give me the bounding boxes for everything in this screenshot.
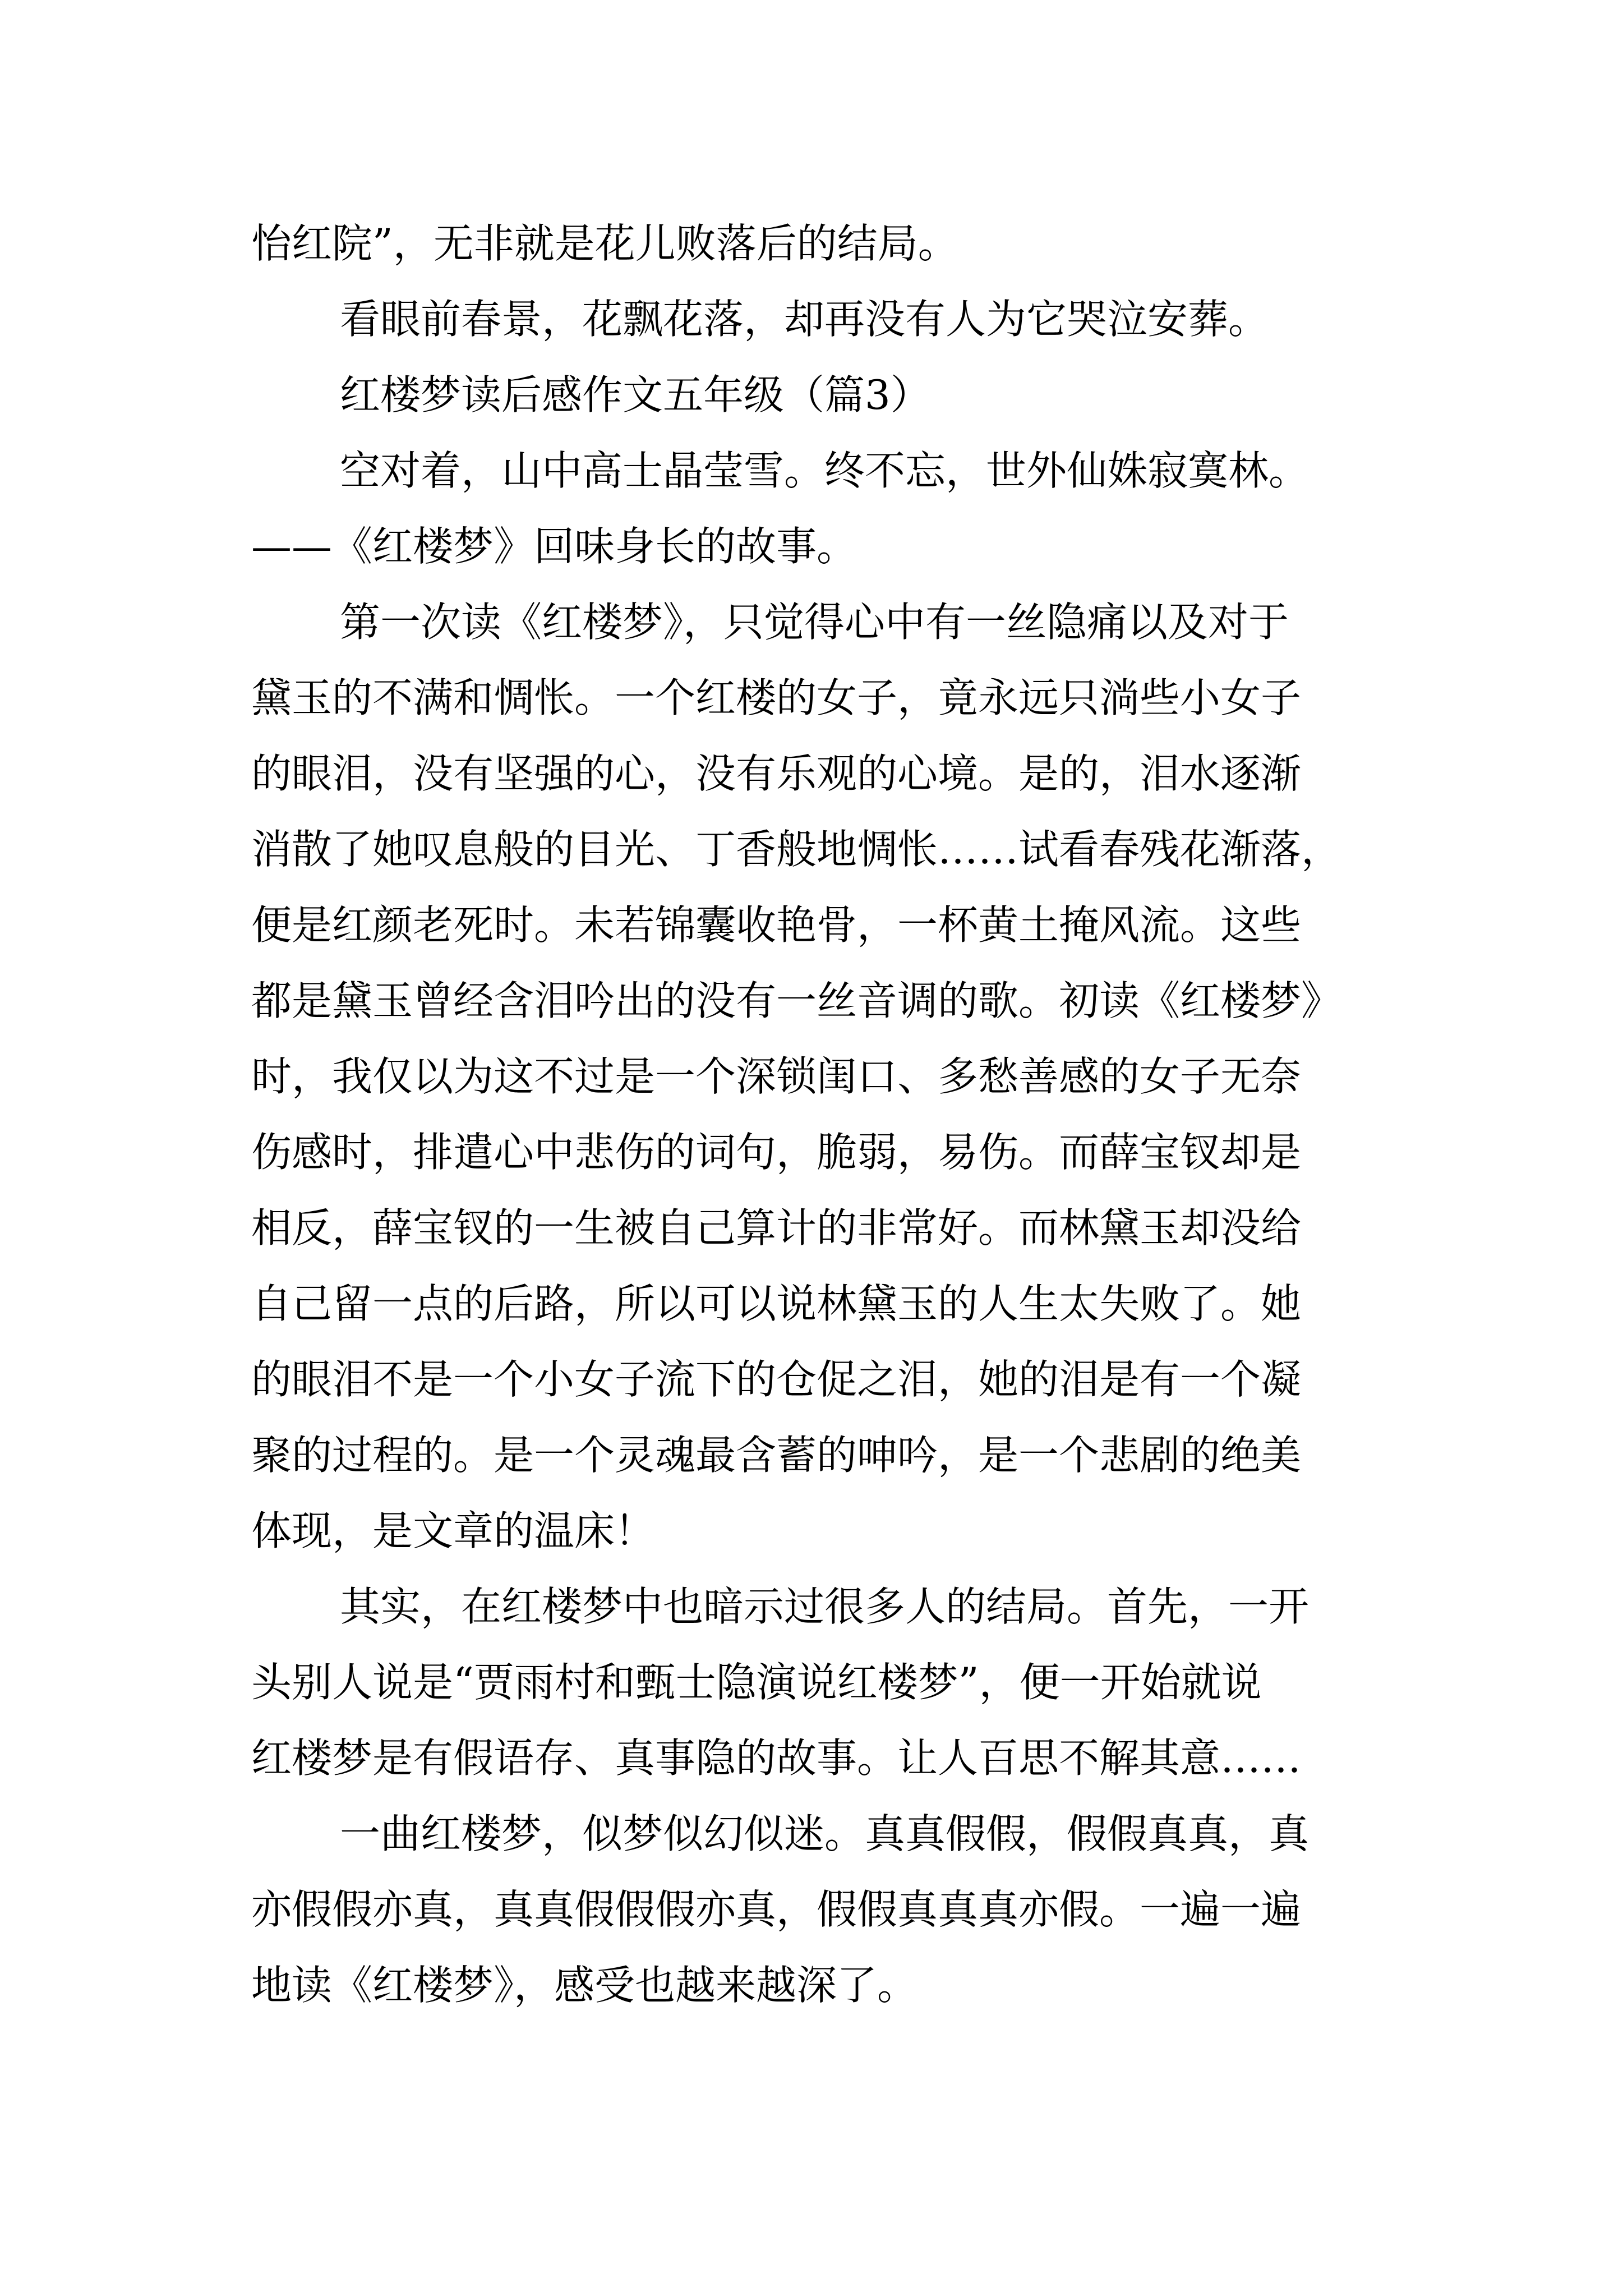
section-heading: 红楼梦读后感作文五年级（篇3） [340,371,931,418]
text-line: 伤感时，排遣心中悲伤的词句，脆弱，易伤。而薛宝钗却是 [251,1129,1302,1176]
text-line: 体现，是文章的温床！ [251,1507,656,1554]
text-line: 黛玉的不满和惆怅。一个红楼的女子，竟永远只淌些小女子 [251,674,1302,721]
text-line: 红楼梦是有假语存、真事隐的故事。让人百思不解其意…… [251,1734,1302,1782]
text-line: 相反，薛宝钗的一生被自己算计的非常好。而林黛玉却没给 [251,1204,1302,1251]
text-line: 亦假假亦真，真真假假假亦真，假假真真真亦假。一遍一遍 [251,1886,1302,1933]
text-line: 怡红院”，无非就是花儿败落后的结局。 [251,220,958,267]
text-line: 的眼泪不是一个小女子流下的仓促之泪，她的泪是有一个凝 [251,1356,1302,1403]
text-line: 头别人说是“贾雨村和甄士隐演说红楼梦”，便一开始就说 [251,1659,1262,1706]
text-line: 消散了她叹息般的目光、丁香般地惆怅……试看春残花渐落， [251,826,1342,873]
paragraph-line: 看眼前春景，花飘花落，却再没有人为它哭泣安葬。 [340,296,1269,343]
text-line: 便是红颜老死时。未若锦囊收艳骨，一杯黄土掩风流。这些 [251,901,1302,949]
text-line: 聚的过程的。是一个灵魂最含蓄的呻吟，是一个悲剧的绝美 [251,1432,1302,1479]
paragraph-line: 第一次读《红楼梦》，只觉得心中有一丝隐痛以及对于 [340,599,1289,646]
text-line: 的眼泪，没有坚强的心，没有乐观的心境。是的，泪水逐渐 [251,750,1302,797]
text-line: 自己留一点的后路，所以可以说林黛玉的人生太失败了。她 [251,1280,1302,1327]
paragraph-line: 空对着，山中高士晶莹雪。终不忘，世外仙姝寂寞林。 [340,447,1310,494]
text-line: ——《红楼梦》回味身长的故事。 [251,523,857,570]
text-line: 都是黛玉曾经含泪吟出的没有一丝音调的歌。初读《红楼梦》 [251,977,1342,1024]
text-line: 地读《红楼梦》，感受也越来越深了。 [251,1962,918,2009]
paragraph-line: 一曲红楼梦，似梦似幻似迷。真真假假，假假真真，真 [340,1810,1310,1857]
text-line: 时，我仅以为这不过是一个深锁闺口、多愁善感的女子无奈 [251,1053,1302,1100]
paragraph-line: 其实，在红楼梦中也暗示过很多人的结局。首先，一开 [340,1583,1310,1630]
